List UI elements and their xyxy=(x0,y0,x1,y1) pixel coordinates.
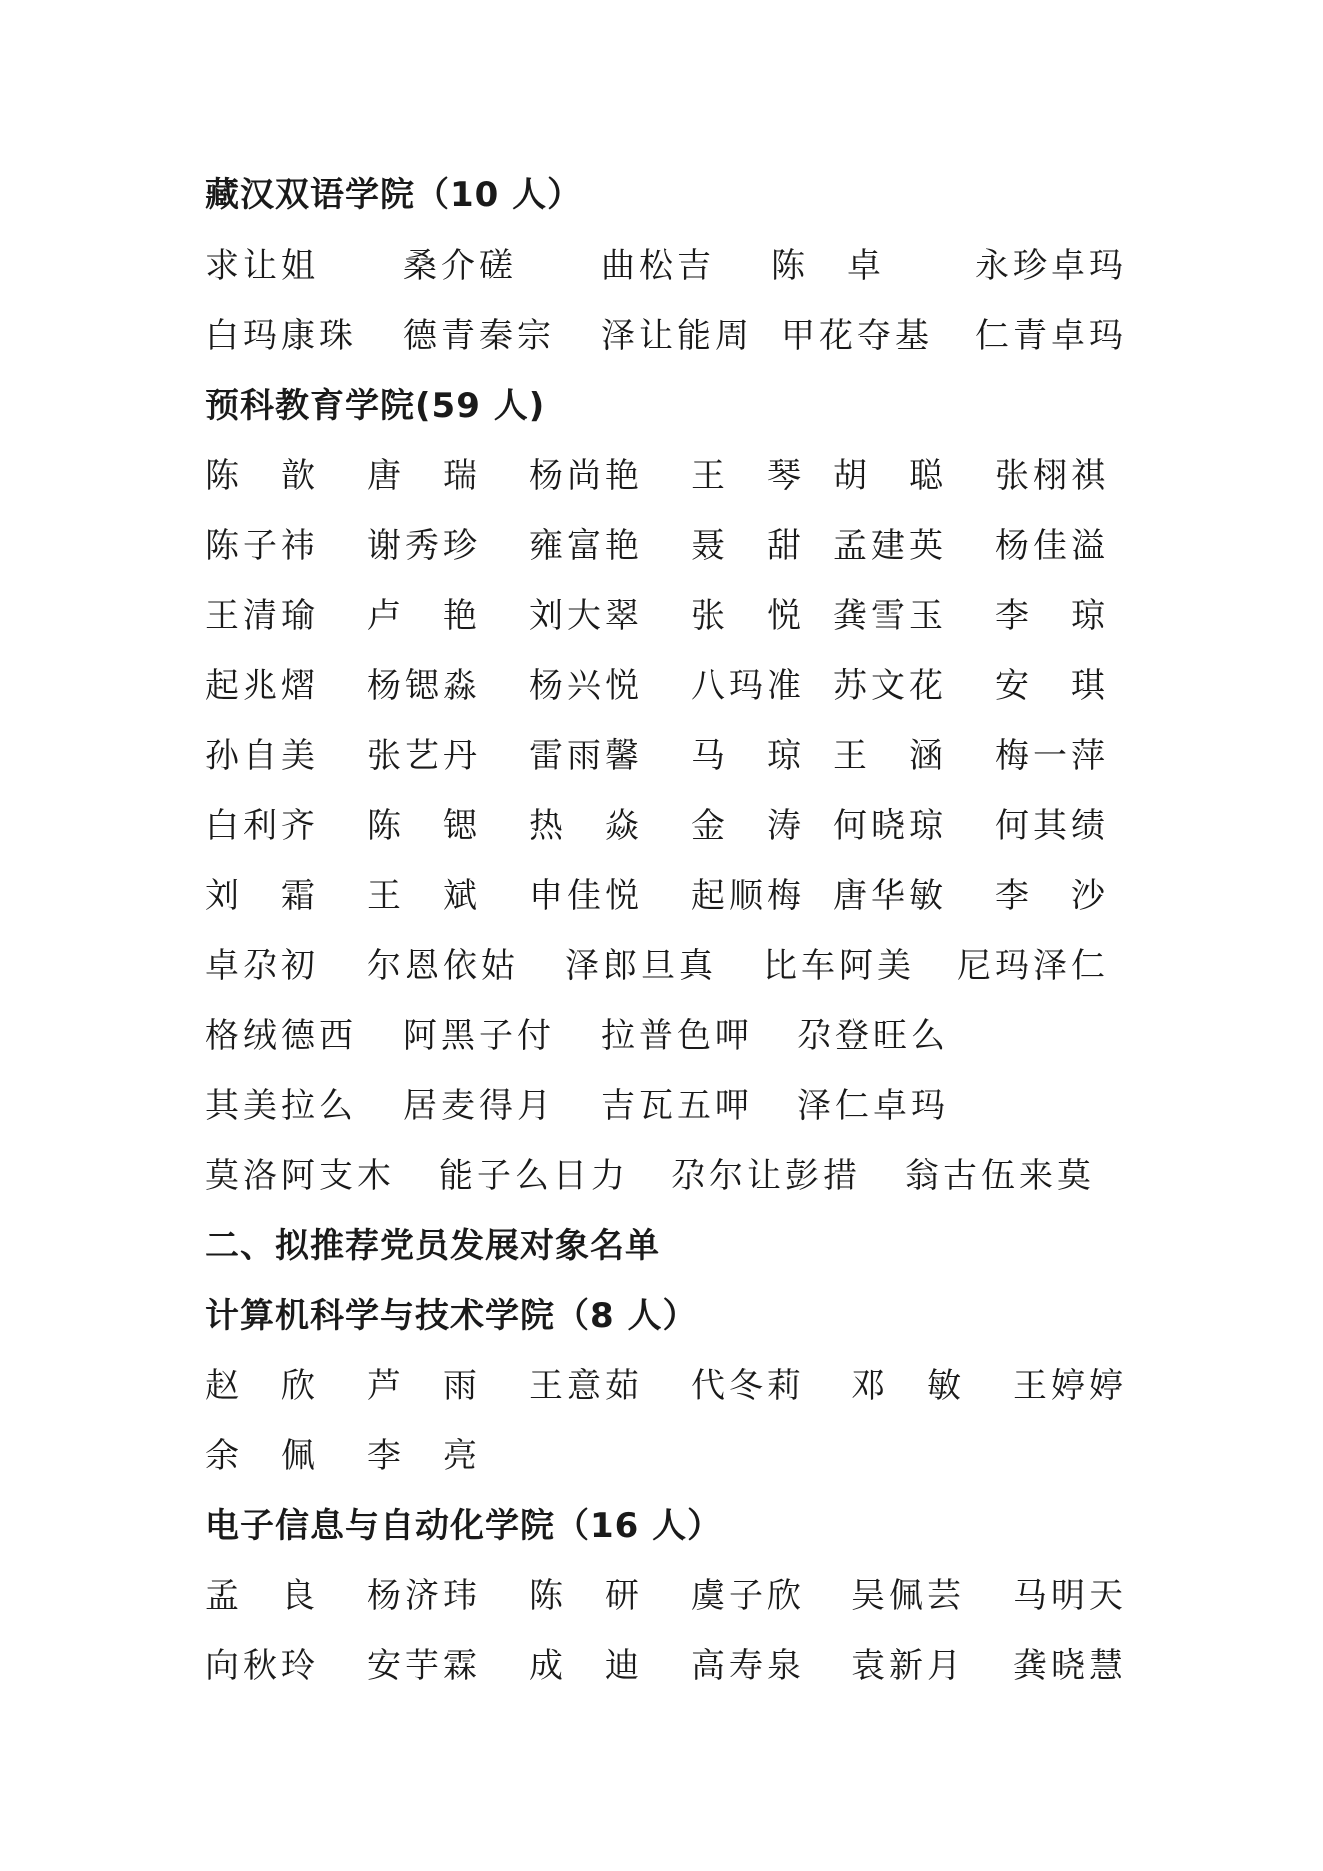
name-entry: 唐华敏 xyxy=(833,876,947,916)
name-entry: 杨尚艳 xyxy=(529,456,643,496)
name-entry: 起兆熠 xyxy=(205,666,319,706)
name-entry: 金 涛 xyxy=(691,806,805,846)
name-entry: 张栩祺 xyxy=(995,456,1109,496)
name-entry: 孙自美 xyxy=(205,736,319,776)
name-entry: 卓尕初 xyxy=(205,946,319,986)
name-entry: 雷雨馨 xyxy=(529,736,643,776)
name-entry: 张艺丹 xyxy=(367,736,481,776)
name-entry: 龚晓慧 xyxy=(1013,1646,1127,1686)
name-entry: 李 沙 xyxy=(995,876,1109,916)
name-entry: 马明天 xyxy=(1013,1576,1127,1616)
section-heading: 计算机科学与技术学院（8 人） xyxy=(205,1296,698,1336)
name-entry: 安芋霖 xyxy=(367,1646,481,1686)
name-entry: 王婷婷 xyxy=(1013,1366,1127,1406)
name-entry: 赵 欣 xyxy=(205,1366,319,1406)
name-entry: 谢秀珍 xyxy=(367,526,481,566)
name-entry: 孟 良 xyxy=(205,1576,319,1616)
name-entry: 格绒德西 xyxy=(205,1016,357,1056)
name-entry: 陈 研 xyxy=(529,1576,643,1616)
section-heading: 预科教育学院(59 人) xyxy=(205,386,546,426)
name-entry: 起顺梅 xyxy=(691,876,805,916)
name-entry: 拉普色呷 xyxy=(601,1016,753,1056)
name-entry: 苏文花 xyxy=(833,666,947,706)
name-entry: 能子么日力 xyxy=(439,1156,629,1196)
name-entry: 尔恩依姑 xyxy=(367,946,519,986)
name-entry: 吴佩芸 xyxy=(851,1576,965,1616)
name-entry: 刘 霜 xyxy=(205,876,319,916)
name-entry: 阿黑子付 xyxy=(403,1016,555,1056)
name-entry: 杨济玮 xyxy=(367,1576,481,1616)
name-entry: 王意茹 xyxy=(529,1366,643,1406)
name-entry: 莫洛阿支木 xyxy=(205,1156,395,1196)
name-entry: 仁青卓玛 xyxy=(975,316,1127,356)
name-entry: 八玛准 xyxy=(691,666,805,706)
name-entry: 代冬莉 xyxy=(691,1366,805,1406)
name-entry: 比车阿美 xyxy=(763,946,915,986)
name-entry: 雍富艳 xyxy=(529,526,643,566)
name-entry: 王 琴 xyxy=(691,456,805,496)
name-entry: 龚雪玉 xyxy=(833,596,947,636)
name-entry: 李 琼 xyxy=(995,596,1109,636)
name-entry: 何其绩 xyxy=(995,806,1109,846)
name-entry: 李 亮 xyxy=(367,1436,481,1476)
name-entry: 袁新月 xyxy=(851,1646,965,1686)
name-entry: 马 琼 xyxy=(691,736,805,776)
name-entry: 张 悦 xyxy=(691,596,805,636)
name-entry: 向秋玲 xyxy=(205,1646,319,1686)
name-entry: 德青秦宗 xyxy=(403,316,555,356)
name-entry: 白利齐 xyxy=(205,806,319,846)
name-entry: 陈 卓 xyxy=(771,246,885,286)
name-entry: 杨兴悦 xyxy=(529,666,643,706)
name-entry: 翁古伍来莫 xyxy=(905,1156,1095,1196)
name-entry: 尼玛泽仁 xyxy=(957,946,1109,986)
name-entry: 泽郎旦真 xyxy=(565,946,717,986)
name-entry: 杨佳溢 xyxy=(995,526,1109,566)
name-entry: 桑介磋 xyxy=(403,246,517,286)
name-entry: 余 佩 xyxy=(205,1436,319,1476)
name-entry: 尕尔让彭措 xyxy=(671,1156,861,1196)
name-entry: 吉瓦五呷 xyxy=(601,1086,753,1126)
name-entry: 其美拉么 xyxy=(205,1086,357,1126)
name-entry: 王 涵 xyxy=(833,736,947,776)
section-heading: 二、拟推荐党员发展对象名单 xyxy=(205,1226,660,1266)
name-entry: 曲松吉 xyxy=(601,246,715,286)
name-entry: 陈子祎 xyxy=(205,526,319,566)
name-entry: 白玛康珠 xyxy=(205,316,357,356)
name-entry: 永珍卓玛 xyxy=(975,246,1127,286)
name-entry: 卢 艳 xyxy=(367,596,481,636)
name-entry: 陈 锶 xyxy=(367,806,481,846)
name-entry: 何晓琼 xyxy=(833,806,947,846)
name-entry: 申佳悦 xyxy=(529,876,643,916)
name-entry: 泽让能周 xyxy=(601,316,753,356)
name-entry: 梅一萍 xyxy=(995,736,1109,776)
name-entry: 唐 瑞 xyxy=(367,456,481,496)
name-entry: 孟建英 xyxy=(833,526,947,566)
name-entry: 成 迪 xyxy=(529,1646,643,1686)
name-entry: 王 斌 xyxy=(367,876,481,916)
name-entry: 甲花夺基 xyxy=(781,316,933,356)
name-entry: 胡 聪 xyxy=(833,456,947,496)
name-entry: 芦 雨 xyxy=(367,1366,481,1406)
name-entry: 居麦得月 xyxy=(403,1086,555,1126)
name-entry: 刘大翠 xyxy=(529,596,643,636)
name-entry: 热 焱 xyxy=(529,806,643,846)
name-entry: 王清瑜 xyxy=(205,596,319,636)
name-entry: 杨锶淼 xyxy=(367,666,481,706)
name-entry: 高寿泉 xyxy=(691,1646,805,1686)
name-entry: 聂 甜 xyxy=(691,526,805,566)
section-heading: 藏汉双语学院（10 人） xyxy=(205,175,583,215)
name-entry: 邓 敏 xyxy=(851,1366,965,1406)
name-entry: 泽仁卓玛 xyxy=(797,1086,949,1126)
name-entry: 尕登旺么 xyxy=(797,1016,949,1056)
section-heading: 电子信息与自动化学院（16 人） xyxy=(205,1506,723,1546)
name-entry: 求让姐 xyxy=(205,246,319,286)
name-entry: 陈 歆 xyxy=(205,456,319,496)
name-entry: 虞子欣 xyxy=(691,1576,805,1616)
name-entry: 安 琪 xyxy=(995,666,1109,706)
